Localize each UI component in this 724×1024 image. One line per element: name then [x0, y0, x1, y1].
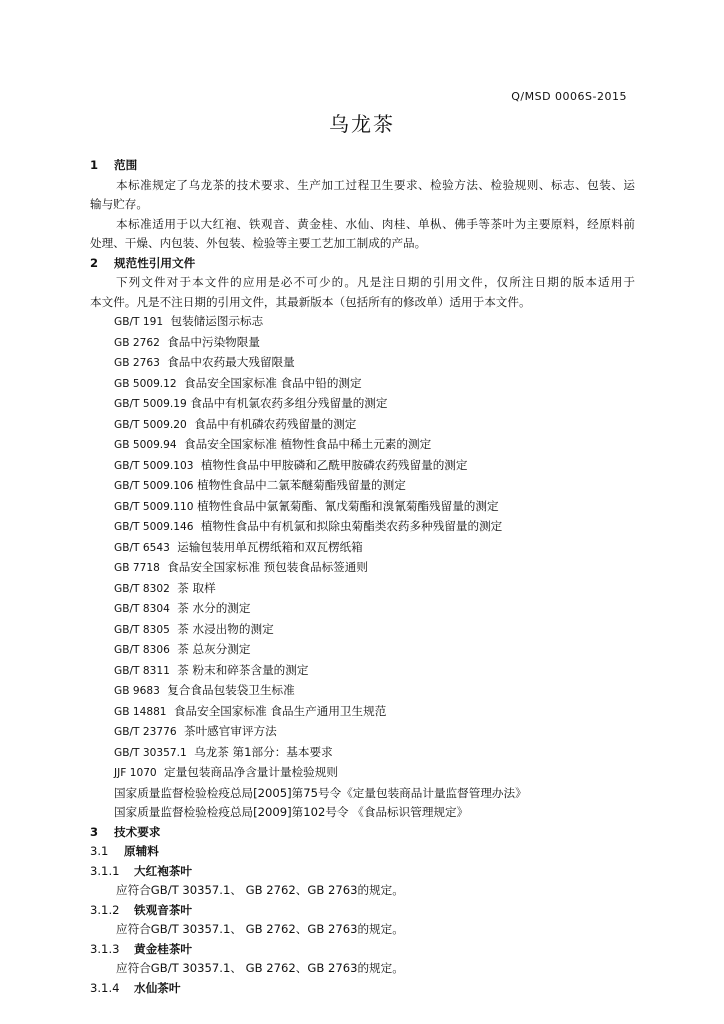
subsubsection-heading	[90, 979, 635, 999]
reference-item	[90, 763, 635, 784]
reference-title: 包装储运图示标志	[170, 314, 264, 328]
subsubsection-heading	[90, 862, 635, 882]
reference-code: GB/T 5009.20	[114, 418, 187, 431]
reference-code: GB/T 30357.1	[114, 746, 187, 759]
reference-item	[90, 702, 635, 723]
reference-code: GB/T 5009.19	[114, 398, 187, 410]
paragraph-line: 本标准规定了乌龙茶的技术要求、生产加工过程卫生要求、检验方法、检验规则、标志、包装、运	[116, 177, 635, 192]
reference-code: GB/T 8305	[114, 623, 170, 636]
paragraph-line: 应符合GB/T 30357.1、 GB 2762、GB 2763的规定。	[116, 883, 404, 897]
document-body	[90, 156, 635, 998]
reference-code: GB 5009.12	[114, 377, 177, 390]
reference-title: 植物性食品中氯氰菊酯、氰戊菊酯和溴氰菊酯残留量的测定	[197, 498, 499, 513]
reference-title: 植物性食品中二氯苯醚菊酯残留量的测定	[197, 478, 406, 492]
paragraph-line: 下列文件对于本文件的应用是必不可少的。凡是注日期的引用文件，仅所注日期的版本适用于	[116, 275, 635, 289]
reference-title: 茶 粉末和碎茶含量的测定	[177, 662, 309, 677]
reference-code: GB/T 191	[114, 316, 164, 328]
subsection-number: 3.1	[90, 844, 109, 858]
reference-item	[90, 620, 635, 641]
paragraph-line: 处理、干燥、内包装、外包装、检验等主要工艺加工制成的产品。	[90, 236, 427, 250]
reference-title: 食品中有机磷农药残留量的测定	[194, 416, 357, 431]
reference-code: GB 5009.94	[114, 439, 177, 451]
reference-title: 食品安全国家标准 预包装食品标签通则	[167, 560, 368, 574]
reference-code: GB 2763	[114, 357, 160, 369]
reference-code: GB 7718	[114, 562, 160, 574]
reference-code: GB/T 8302	[114, 582, 170, 595]
subsubsection-title: 水仙茶叶	[134, 980, 181, 995]
paragraph-line: 本文件。凡是不注日期的引用文件，其最新版本（包括所有的修改单）适用于本文件。	[90, 294, 531, 309]
subsubsection-title: 铁观音茶叶	[134, 902, 193, 917]
reference-code: GB/T 8311	[114, 664, 170, 677]
section-title: 规范性引用文件	[114, 255, 196, 270]
reference-item	[90, 538, 635, 559]
reference-code: GB 2762	[114, 336, 160, 349]
reference-title: 植物性食品中有机氯和拟除虫菊酯类农药多种残留量的测定	[200, 519, 503, 533]
reference-title: 食品安全国家标准 植物性食品中稀土元素的测定	[184, 437, 432, 451]
reference-title: 茶 总灰分测定	[177, 642, 251, 656]
section-number: 2	[90, 255, 99, 270]
paragraph-line: 应符合GB/T 30357.1、 GB 2762、GB 2763的规定。	[116, 922, 404, 936]
subsubsection-title: 大红袍茶叶	[134, 863, 193, 878]
reference-item	[90, 333, 635, 354]
reference-list	[90, 312, 635, 823]
subsubsection-number: 3.1.3	[90, 941, 120, 956]
reference-code: GB 9683	[114, 685, 160, 697]
reference-code: GB/T 6543	[114, 541, 170, 554]
reference-item	[90, 517, 635, 538]
reference-code: GB/T 8306	[114, 644, 170, 656]
reference-item	[90, 722, 635, 743]
section-title: 范围	[114, 158, 138, 172]
reference-item	[90, 661, 635, 682]
reference-item	[90, 456, 635, 477]
reference-title: 食品安全国家标准 食品生产通用卫生规范	[173, 703, 387, 718]
subsubsection-title: 黄金桂茶叶	[134, 941, 193, 956]
document-title: 乌龙茶	[329, 112, 395, 136]
reference-title: 食品中农药最大残留限量	[167, 355, 295, 369]
reference-item	[90, 497, 635, 518]
reference-title: 茶 取样	[177, 580, 216, 595]
reference-title: 乌龙茶 第1部分：基本要求	[194, 744, 333, 759]
reference-code: GB/T 5009.146	[114, 521, 194, 533]
reference-title: 食品中污染物限量	[167, 334, 260, 349]
subsubsection-number: 3.1.2	[90, 902, 120, 917]
reference-title: 定量包装商品净含量计量检验规则	[164, 765, 338, 779]
reference-title: 国家质量监督检验检疫总局[2009]第102号令 《食品标识管理规定》	[114, 805, 469, 819]
reference-title: 复合食品包装袋卫生标准	[167, 683, 295, 697]
reference-item	[90, 476, 635, 497]
reference-item	[90, 374, 635, 395]
paragraph-line: 本标准适用于以大红袍、铁观音、黄金桂、水仙、肉桂、单枞、佛手等茶叶为主要原料，经原料前	[116, 216, 635, 231]
reference-item	[90, 558, 635, 579]
reference-item	[90, 435, 635, 456]
reference-title: 国家质量监督检验检疫总局[2005]第75号令《定量包装商品计量监督管理办法》	[114, 785, 527, 800]
reference-code: JJF 1070	[114, 767, 157, 779]
section-1-heading	[90, 156, 635, 176]
reference-code: GB/T 5009.106	[114, 480, 194, 492]
section-title: 技术要求	[114, 824, 161, 839]
subsubsection-heading	[90, 940, 635, 960]
reference-item	[90, 312, 635, 333]
reference-item	[90, 353, 635, 374]
reference-item	[90, 394, 635, 415]
section-number: 1	[90, 158, 99, 172]
reference-item	[90, 743, 635, 764]
subsection-heading	[90, 842, 635, 862]
reference-item	[90, 579, 635, 600]
reference-code: GB/T 8304	[114, 603, 170, 615]
reference-item	[90, 415, 635, 436]
reference-item	[90, 681, 635, 702]
reference-code: GB 14881	[114, 705, 167, 718]
document-number: Q/MSD 0006S-2015	[511, 90, 627, 103]
reference-title: 植物性食品中甲胺磷和乙酰甲胺磷农药残留量的测定	[200, 457, 468, 472]
reference-code: GB/T 5009.103	[114, 459, 194, 472]
section-2-heading	[90, 254, 635, 274]
reference-item	[90, 640, 635, 661]
subsubsection-heading	[90, 901, 635, 921]
reference-item	[90, 803, 635, 823]
section-number: 3	[90, 824, 99, 839]
reference-title: 茶叶感官审评方法	[183, 724, 277, 738]
reference-item	[90, 599, 635, 620]
subsubsection-number: 3.1.4	[90, 980, 120, 995]
paragraph-line: 应符合GB/T 30357.1、 GB 2762、GB 2763的规定。	[116, 961, 404, 975]
subsubsection-number: 3.1.1	[90, 863, 120, 878]
section-3-heading	[90, 823, 635, 843]
reference-title: 茶 水分的测定	[177, 601, 251, 615]
reference-title: 运输包装用单瓦楞纸箱和双瓦楞纸箱	[177, 539, 363, 554]
subsection-title: 原辅料	[124, 844, 159, 858]
paragraph-line: 输与贮存。	[90, 197, 148, 211]
reference-title: 食品安全国家标准 食品中铅的测定	[184, 375, 362, 390]
reference-item	[90, 784, 635, 804]
reference-code: GB/T 23776	[114, 726, 177, 738]
reference-code: GB/T 5009.110	[114, 500, 194, 513]
reference-title: 食品中有机氯农药多组分残留量的测定	[190, 396, 388, 410]
reference-title: 茶 水浸出物的测定	[177, 621, 274, 636]
